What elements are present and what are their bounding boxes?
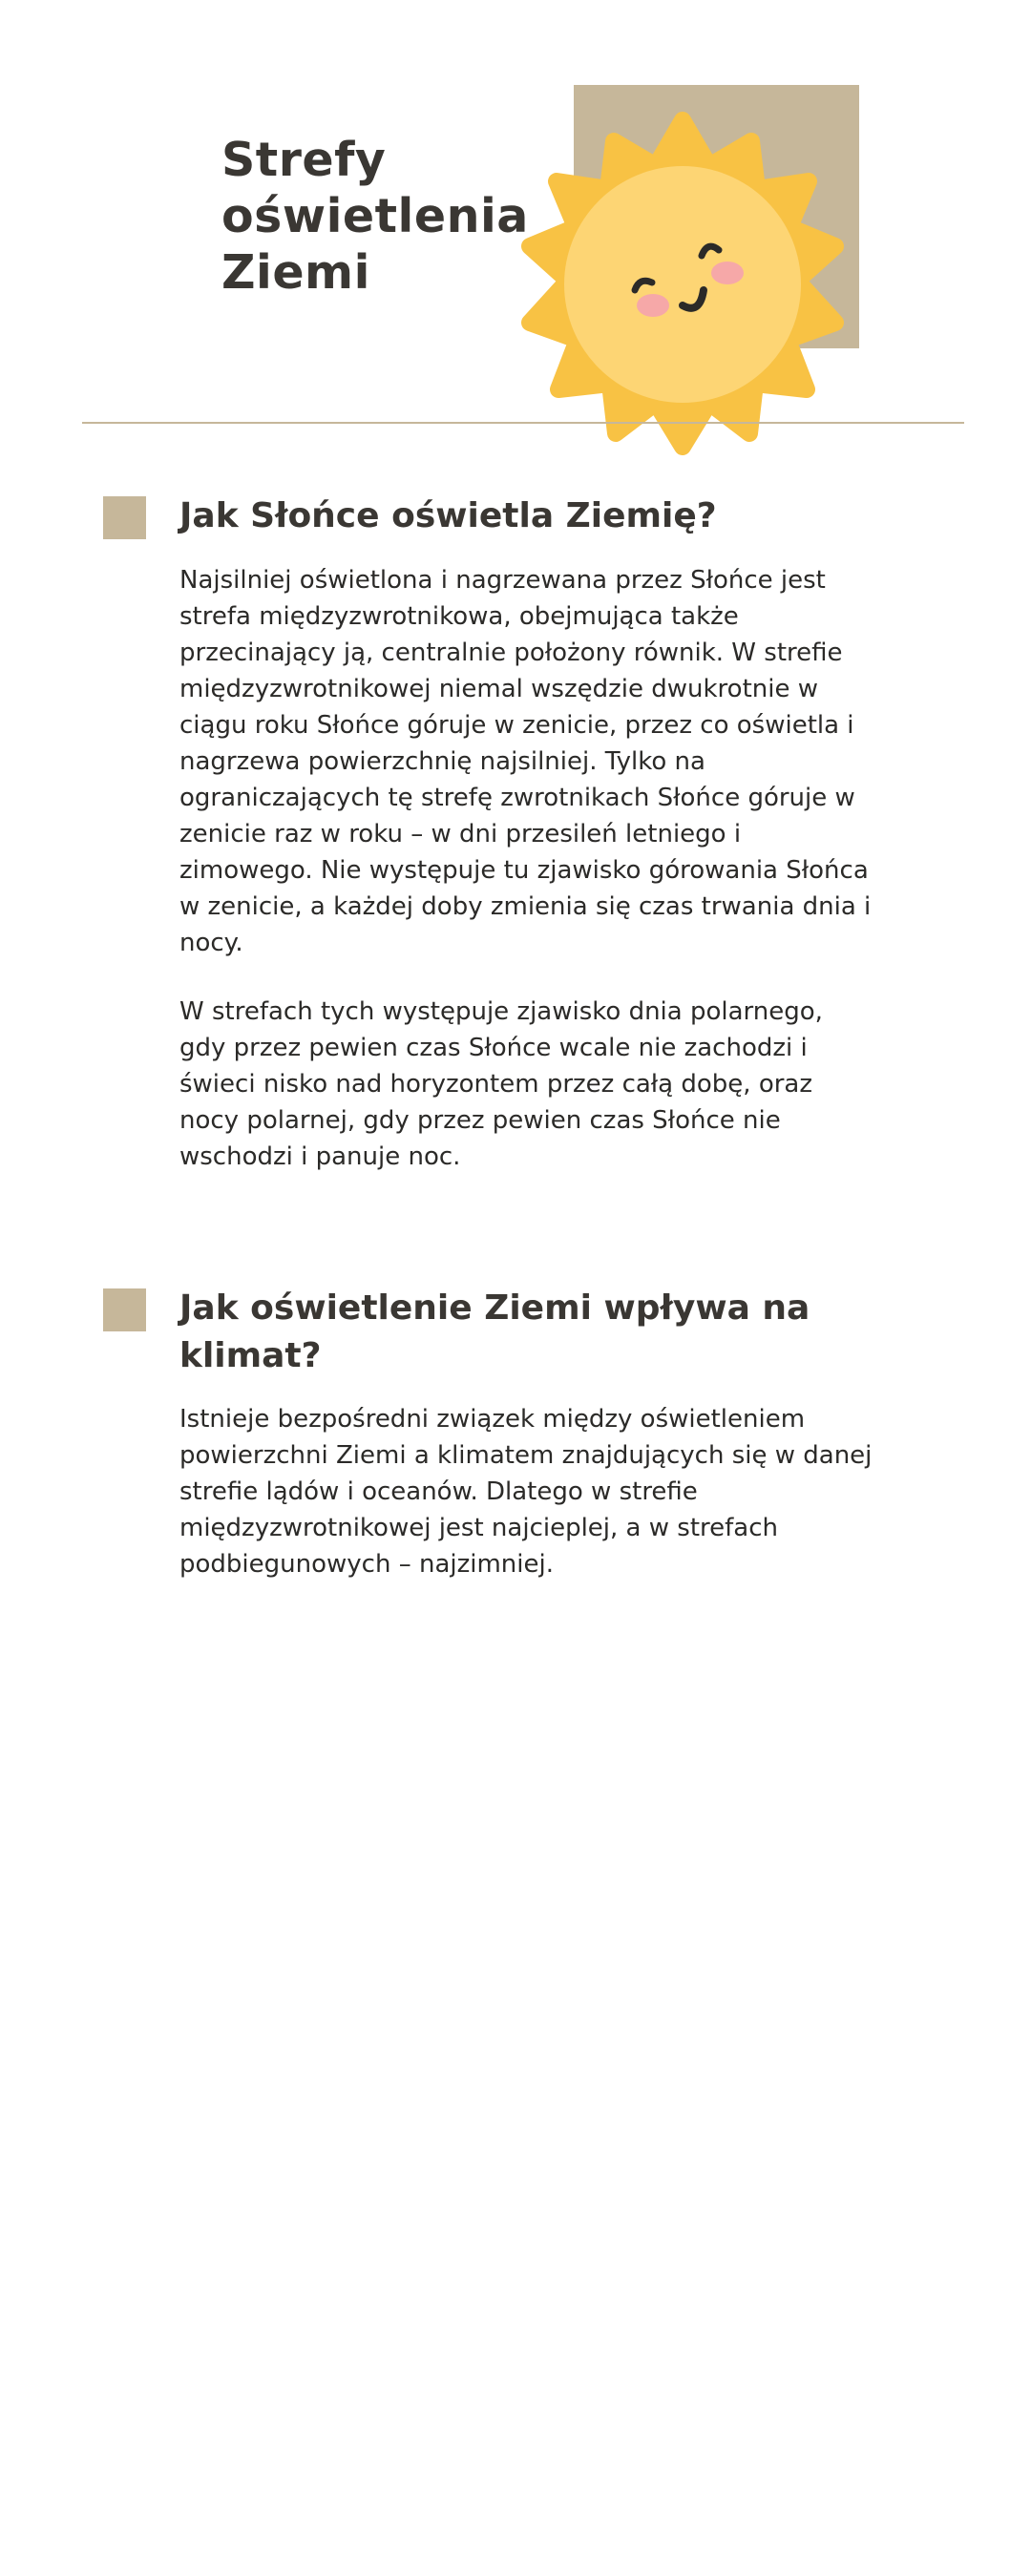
smiling-sun-icon (496, 95, 869, 468)
header-divider (82, 422, 964, 424)
section-paragraph: Najsilniej oświetlona i nagrzewana przez Słońce jest strefa międzyzwrotnikowa, obejmująca także przecinający ją, centralnie położony równik. W strefie międzyzwrotnikowej niemal wszędzie dwukrotnie w ciągu roku Słońce góruje w zenicie, przez co oświetla i nagrzewa powierzchnię najsilniej. Tylko na ograniczających tę strefę zwrotnikach Słońce góruje w zenicie raz w roku – w dni przesileń letniego i zimowego. Nie występuje tu zjawisko górowania Słońca w zenicie, a każdej doby zmienia się czas trwania dnia i nocy. (179, 566, 872, 957)
section-marker (103, 496, 146, 539)
right-cheek (711, 262, 744, 284)
page-title: Strefy oświetlenia Ziemi (221, 133, 529, 300)
section-marker (103, 1288, 146, 1331)
sun-face (564, 166, 801, 403)
section-paragraph: Istnieje bezpośredni związek między oświetleniem powierzchni Ziemi a klimatem znajdujących się w danej strefie lądów i oceanów. Dlatego w strefie międzyzwrotnikowej jest najcieplej, a w strefach podbiegunowych – najzimniej. (179, 1405, 873, 1579)
left-cheek (637, 294, 669, 317)
section-paragraph: W strefach tych występuje zjawisko dnia polarnego, gdy przez pewien czas Słońce wcale nie zachodzi i świeci nisko nad horyzontem przez całą dobę, oraz nocy polarnej, gdy przez pewien czas Słońce nie wschodzi i panuje noc. (179, 997, 823, 1171)
header (0, 0, 1031, 458)
section-heading: Jak Słońce oświetla Ziemię? (179, 496, 717, 535)
section-heading: Jak oświetlenie Ziemi wpływa na klimat? (179, 1288, 810, 1375)
